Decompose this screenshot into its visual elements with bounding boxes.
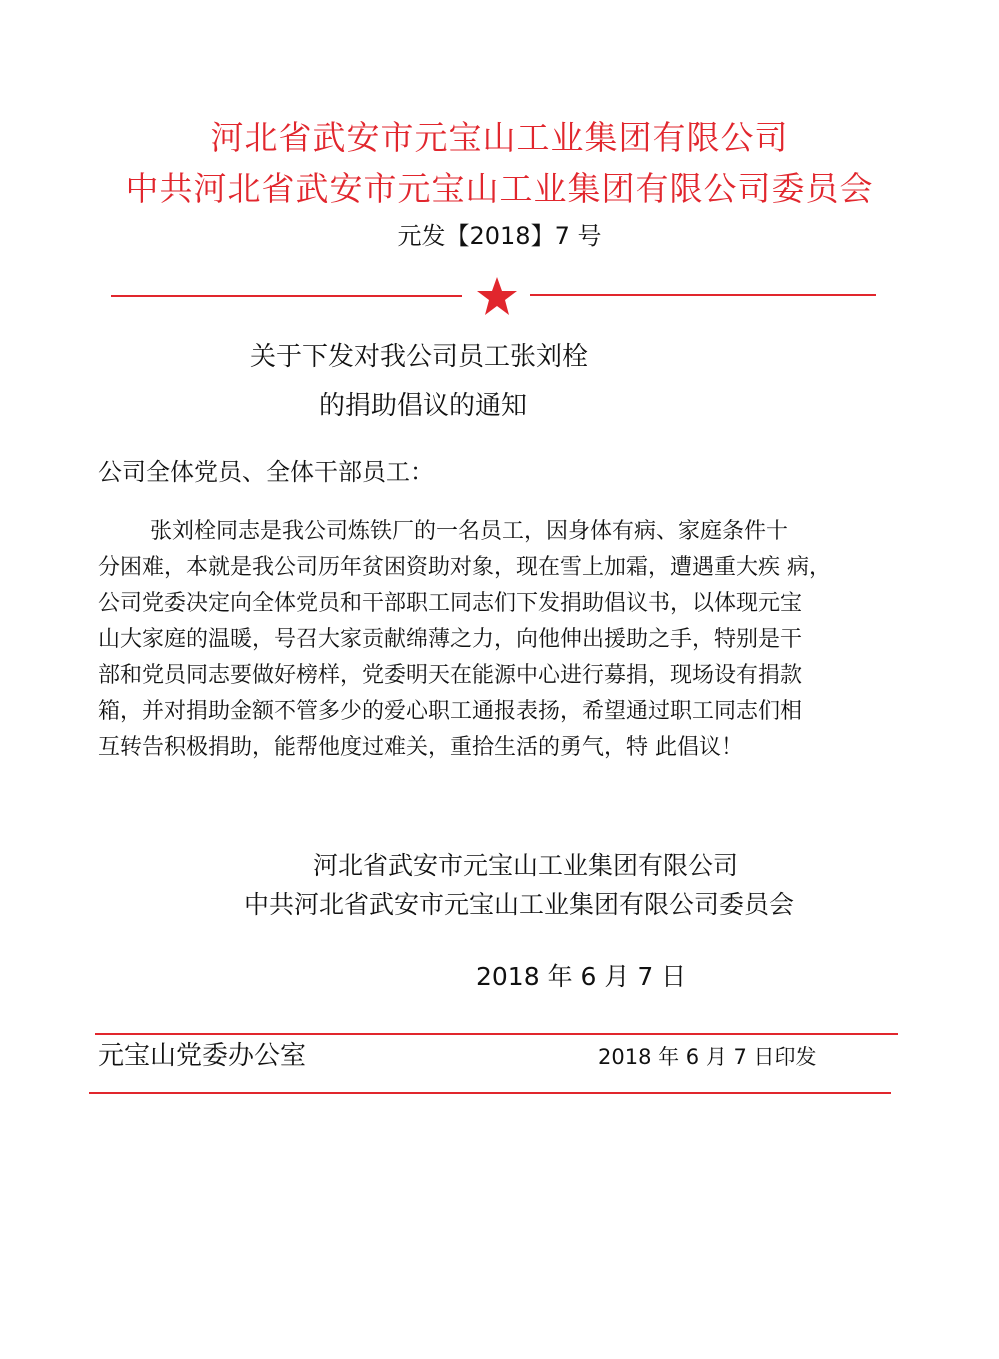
notice-title-line-1: 关于下发对我公司员工张刘栓 (250, 342, 589, 372)
footer-print-date: 2018 年 6 月 7 日印发 (598, 1045, 817, 1069)
body-paragraph-line: 山大家庭的温暖，号召大家贡献绵薄之力，向他伸出援助之手，特别是干 (98, 627, 803, 652)
footer-issuing-office: 元宝山党委办公室 (98, 1041, 307, 1071)
signature-company-name: 河北省武安市元宝山工业集团有限公司 (313, 851, 739, 880)
body-paragraph-line: 张刘栓同志是我公司炼铁厂的一名员工，因身体有病、家庭条件十 (150, 519, 789, 544)
body-paragraph-line: 分困难，本就是我公司历年贫困资助对象，现在雪上加霜，遭遇重大疾 病， (98, 555, 831, 580)
header-divider-right (530, 294, 876, 296)
star-icon (476, 276, 518, 316)
issuer-company-name: 河北省武安市元宝山工业集团有限公司 (210, 118, 789, 157)
signature-date: 2018 年 6 月 7 日 (476, 962, 687, 991)
document-number: 元发【2018】7 号 (397, 222, 602, 250)
footer-divider-bottom (89, 1092, 891, 1094)
signature-committee-name: 中共河北省武安市元宝山工业集团有限公司委员会 (244, 890, 795, 919)
body-paragraph-line: 箱，并对捐助金额不管多少的爱心职工通报表扬，希望通过职工同志们相 (98, 699, 803, 724)
salutation: 公司全体党员、全体干部员工： (98, 458, 434, 486)
body-paragraph-line: 公司党委决定向全体党员和干部职工同志们下发捐助倡议书，以体现元宝 (98, 591, 803, 616)
header-divider-left (111, 295, 462, 297)
issuer-party-committee-name: 中共河北省武安市元宝山工业集团有限公司委员会 (125, 169, 874, 208)
notice-title-line-2: 的捐助倡议的通知 (319, 391, 528, 421)
body-paragraph-line: 部和党员同志要做好榜样，党委明天在能源中心进行募捐，现场设有捐款 (98, 663, 803, 688)
body-paragraph-line: 互转告积极捐助，能帮他度过难关，重拾生活的勇气，特 此倡议！ (98, 735, 743, 760)
